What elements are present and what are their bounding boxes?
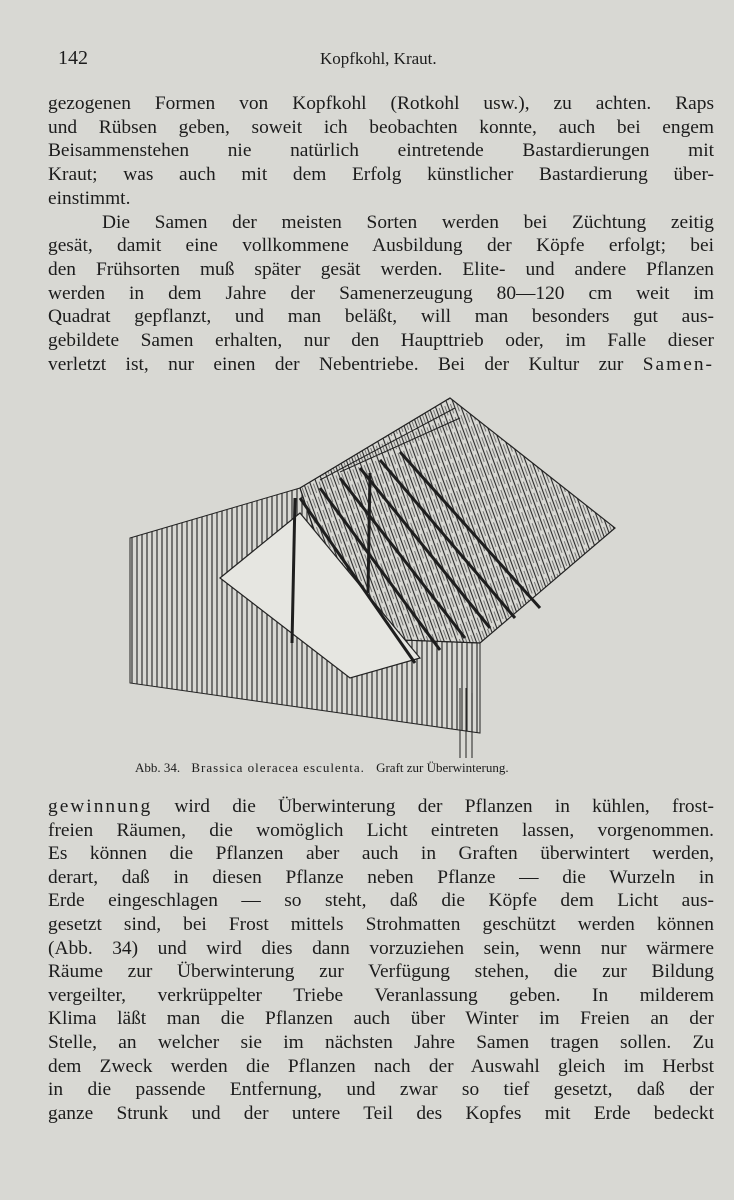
bottom-text-block [48, 795, 714, 1125]
text-line: freien Räumen, die womöglich Licht eintreten lassen, vorgenommen. [48, 819, 714, 841]
text-line: gezogenen Formen von Kopfkohl (Rotkohl usw.), zu achten. Raps [48, 93, 714, 114]
text-line: Kraut; was auch mit dem Erfolg künstlicher Bastardierung über- [48, 164, 714, 186]
text-line: ganze Strunk und der untere Teil des Kopfes mit Erde bedeckt [48, 1102, 714, 1124]
text-line: gesät, damit eine vollkommene Ausbildung der Köpfe erfolgt; bei [48, 235, 714, 257]
figure-graft-illustration [120, 388, 640, 760]
text-line: in die passende Entfernung, und zwar so tief gesetzt, daß der [48, 1079, 714, 1101]
text-line: Es können die Pflanzen aber auch in Graften überwintert werden, [48, 843, 714, 865]
text-line-with-spaced-word [48, 795, 714, 819]
text-line-with-spaced-word [48, 353, 714, 377]
text-line: Erde eingeschlagen — so steht, daß die Köpfe dem Licht aus- [48, 890, 714, 912]
text-line: Klima läßt man die Pflanzen auch über Winter im Freien an der [48, 1008, 714, 1030]
page-number: 142 [58, 47, 88, 69]
text-line: Stelle, an welcher sie im nächsten Jahre Samen tragen sollen. Zu [48, 1031, 714, 1053]
figure-caption [135, 760, 509, 776]
running-title: Kopfkohl, Kraut. [320, 49, 437, 68]
text-line: Quadrat gepflanzt, und man beläßt, will man besonders gut aus- [48, 306, 714, 328]
caption-species-name: Brassica oleracea esculenta. [191, 760, 365, 775]
text-line: einstimmt. [48, 187, 131, 209]
text-line: Die Samen der meisten Sorten werden bei Züchtung zeitig [102, 211, 714, 233]
text-line: gebildete Samen erhalten, nur den Haupttrieb oder, im Falle dieser [48, 330, 714, 352]
text-line: und Rübsen geben, soweit ich beobachten konnte, auch bei engem [48, 116, 714, 138]
text-line: Beisammenstehen nie natürlich eintretende Bastardierungen mit [48, 140, 714, 162]
caption-description: Graft zur Überwinterung. [376, 760, 509, 775]
text-line: dem Zweck werden die Pflanzen nach der Auswahl gleich im Herbst [48, 1055, 714, 1077]
caption-figure-number: Abb. 34. [135, 760, 181, 775]
graft-engraving [120, 388, 640, 760]
text-line: gesetzt sind, bei Frost mittels Strohmatten geschützt werden können [48, 913, 714, 935]
text-line-part: wird die Überwinterung der Pflanzen in kühlen, frost- [152, 796, 714, 817]
text-line: werden in dem Jahre der Samenerzeugung 80—120 cm weit im [48, 282, 714, 304]
text-line: derart, daß in diesen Pflanze neben Pflanze — die Wurzeln in [48, 866, 714, 888]
text-line-part: verletzt ist, nur einen der Nebentriebe. Bei der Kultur zur [48, 353, 624, 375]
text-line: den Frühsorten muß später gesät werden. Elite- und andere Pflanzen [48, 258, 714, 280]
spaced-word: gewinnung [48, 796, 153, 817]
spaced-word: Samen- [642, 353, 714, 375]
top-text-block [48, 92, 714, 376]
page-header [58, 47, 698, 71]
text-line: Räume zur Überwinterung zur Verfügung stehen, die zur Bildung [48, 961, 714, 983]
text-line: vergeilter, verkrüppelter Triebe Veranlassung geben. In milderem [48, 984, 714, 1006]
text-line: (Abb. 34) und wird dies dann vorzuziehen sein, wenn nur wärmere [48, 937, 714, 959]
